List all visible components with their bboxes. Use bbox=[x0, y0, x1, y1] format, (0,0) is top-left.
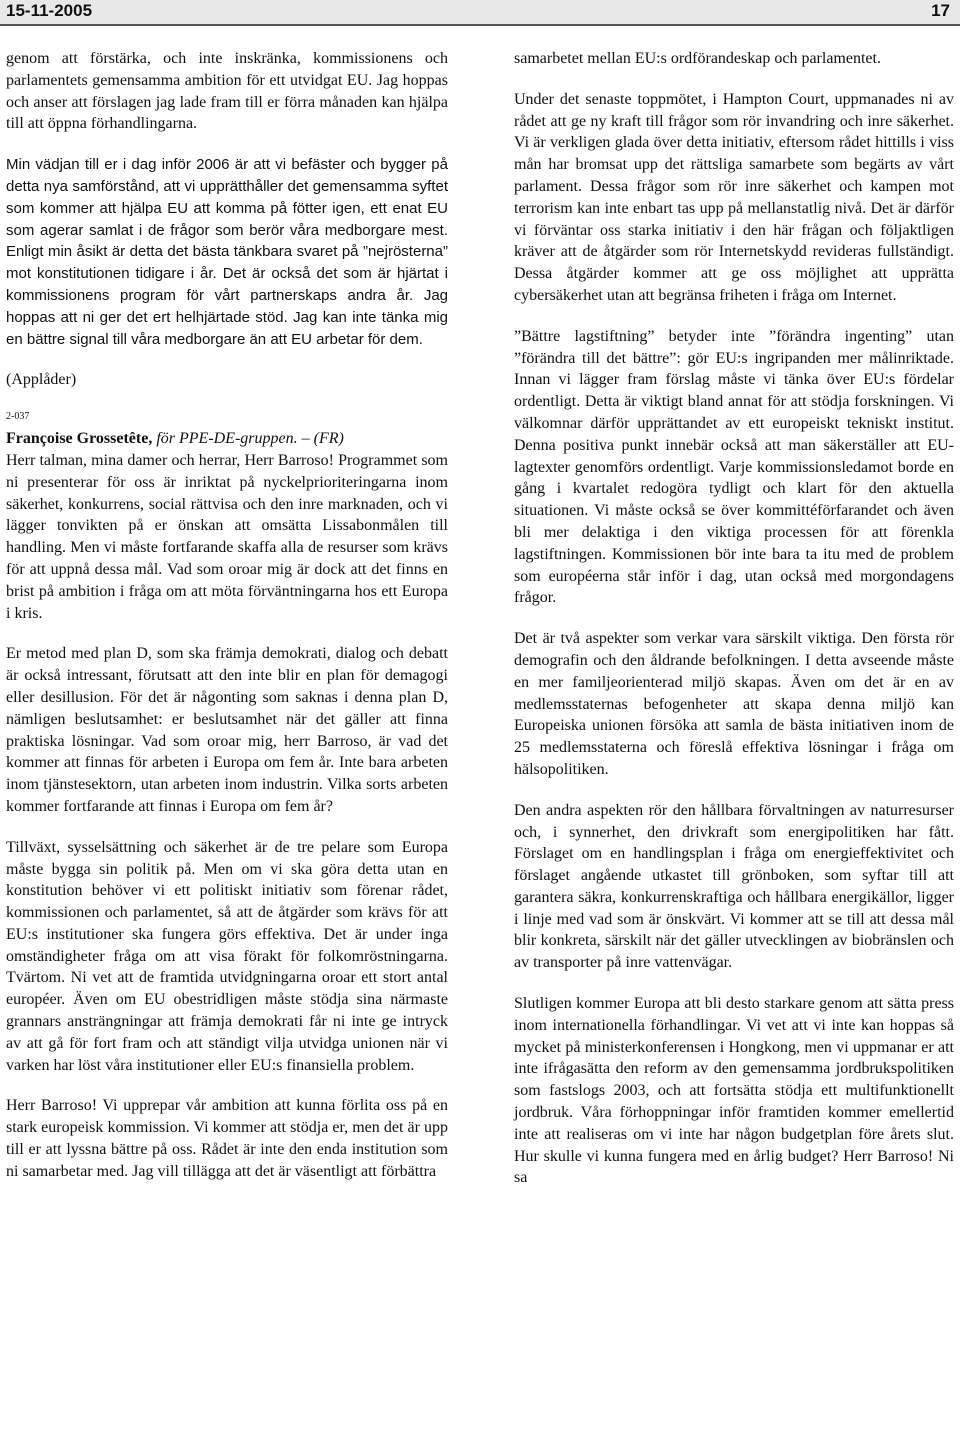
speaker-language: – (FR) bbox=[301, 430, 344, 448]
paragraph: Min vädjan till er i dag inför 2006 är att vi befäster och bygger på detta nya samförstånd, att vi upprätthåller det gemensamma syftet som kommer att hjälpa EU att komma på fötter igen, ett enat EU som agerar samlat i de frågor som berör våra medborgare mest. Enligt min åsikt är detta det bästa tänkbara svaret på ”nejrösterna” mot konstitutionen tidigare i år. Det är också det som är hjärtat i kommissionens program för vårt partnerskaps andra år. Jag hoppas att ni ger det ert helhjärtade stöd. Jag kan inte tänka mig en bättre signal till våra medborgare än att EU arbetar för dem. bbox=[6, 156, 448, 348]
paragraph: samarbetet mellan EU:s ordförandeskap och parlamentet. bbox=[514, 50, 881, 67]
speech-code: 2-037 bbox=[6, 411, 30, 423]
speaker-group: för PPE-DE-gruppen. bbox=[156, 430, 298, 448]
paragraph: genom att förstärka, och inte inskränka, kommissionens och parlamentets gemensamma ambition för ett utvidgat EU. Jag hoppas och anser att förslagen jag lade fram till er förra månaden kan hjälpa till att öppna förhandlingarna. bbox=[6, 50, 448, 133]
speaker-line bbox=[6, 428, 448, 450]
paragraph: ”Bättre lagstiftning” betyder inte ”förändra ingenting” utan ”förändra till det bättre”: gör EU:s ingripanden mer målinriktade. Innan vi lägger fram förslag måste vi tänka över EU:s fördelar ordentligt. Detta är viktigt bland annat för att stödja forskningen. Vi välkomnar därför upprättandet av ett europeiskt tekniskt institut. Denna positiva punkt innebär också att man säkerställer att EU-lagtexter genomförs ordentligt. Varje kommissionsledamot borde en gång i kvartalet redogöra tydligt och klart för den aktuella situationen. Vi måste också se över kommittéförfarandet och även bli mer delaktiga i den viktiga processen för att förenkla lagstiftningen. Kommissionen bör inte bara ta itu med de problem som européerna står inför i dag, utan också med morgondagens frågor. bbox=[514, 327, 954, 607]
left-column bbox=[6, 48, 448, 1202]
paragraph: Under det senaste toppmötet, i Hampton Court, uppmanades ni av rådet att ge ny kraft till frågor som rör invandring och inre säkerhet. Vi är verkligen glada över detta initiativ, eftersom rådet hittills i viss mån har bromsat upp det rättsliga samarbete som begärts av vårt parlament. Dessa frågor som rör inre säkerhet och kampen mot terrorism kan inte enbart tas upp på mellanstatlig nivå. Det är därför vi förväntar oss starka initiativ i den här frågan och följaktligen kräver att de åtgärder som rör Internetskydd revideras fullständigt. Dessa åtgärder kommer att ge oss möjlighet att upprätta cybersäkerhet utan att begränsa friheten i fråga om Internet. bbox=[514, 90, 954, 304]
applause-note: (Applåder) bbox=[6, 371, 77, 389]
paragraph: Er metod med plan D, som ska främja demokrati, dialog och debatt är också intressant, förutsatt att den inte blir en plan för demagogi eller desillusion. För det är någonting som saknas i denna plan D, nämligen beslutsamhet: er beslutsamhet när det gäller att finna praktiska lösningar. Vad som oroar mig, herr Barroso, är vad det kommer att finnas för arbeten i Europa om fem år. Inte bara arbeten inom tjänstesektorn, utan arbeten inom industrin. Vilka sorts arbeten kommer fortfarande att finnas i Europa om fem år? bbox=[6, 645, 448, 815]
paragraph: Herr talman, mina damer och herrar, Herr Barroso! Programmet som ni presenterar för oss är inriktat på nyckelprioriteringarna inom säkerhet, konkurrens, social rättvisa och den inre marknaden, och vi lägger tonvikten på er önskan att omsätta Lissabonmålen till handling. Men vi måste fortfarande skaffa alla de resurser som krävs för att uppnå dessa mål. Vad som oroar mig är dock att det finns en brist på ambition i fråga om att möta förväntningarna hos ett Europa i kris. bbox=[6, 451, 448, 622]
header-date: 15-11-2005 bbox=[6, 1, 93, 20]
paragraph: Den andra aspekten rör den hållbara förvaltningen av naturresurser och, i synnerhet, den drivkraft som energipolitiken har fått. Förslaget om en handlingsplan i fråga om energieffektivitet och förslaget angående utkastet till grönboken, som syftar till att garantera säkra, konkurrenskraftiga och hållbara energikällor, ligger i linje med vad som är önskvärt. Vi kommer att se till att dessa mål blir konkreta, särskilt när det gäller utvecklingen av biobränslen och av transporter på inre vattenvägar. bbox=[514, 801, 954, 972]
page-number: 17 bbox=[931, 1, 950, 20]
paragraph: Det är två aspekter som verkar vara särskilt viktiga. Den första rör demografin och den åldrande befolkningen. I detta avseende måste en mer familjeorienterad miljö skapas. Även om det är en av medlemsstaternas befogenheter att skapa denna miljö kan Europeiska unionen försöka att samla de bästa initiativen inom de 25 medlemsstaterna och föreslå effektiva lösningar i fråga om hälsopolitiken. bbox=[514, 630, 954, 778]
page-header bbox=[0, 0, 960, 26]
paragraph: Tillväxt, sysselsättning och säkerhet är de tre pelare som Europa måste bygga sin politik på. Men om vi ska göra detta utan en konstitution behöver vi ett politiskt initiativ som förenar rådet, kommissionen och parlamentet, så att de åtgärder som krävs för att EU:s institutioner ska fungera görs effektiva. Det är under inga omständigheter fråga om att visa förakt för folkomröstningarna. Tvärtom. Ni vet att de framtida utvidgningarna oroar ett stort antal européer. Även om EU obestridligen måste stödja sina närmaste grannars ansträngningar att främja demokrati får ni inte ge intryck av att gå för fort fram och att ständigt vilja utvidga unionen när vi varken har löst våra institutioner eller EU:s finansiella problem. bbox=[6, 838, 448, 1074]
right-column bbox=[514, 48, 954, 1208]
paragraph: Slutligen kommer Europa att bli desto starkare genom att sätta press inom internationella förhandlingar. Vi vet att vi inte kan hoppas så mycket på ministerkonferensen i Hongkong, men vi uppmanar er att inte ifrågasätta den reform av den gemensamma jordbrukspolitiken som fastslogs 2003, och att fortsätta stödja ett multifunktionellt jordbruk. Våra förhoppningar inför framtiden kommer emellertid inte att realiseras om vi inte har någon budgetplan före årets slut. Hur skulle vi kunna fungera med en årlig budget? Herr Barroso! Ni sa bbox=[514, 995, 954, 1187]
paragraph: Herr Barroso! Vi upprepar vår ambition att kunna förlita oss på en stark europeisk kommission. Vi kommer att stödja er, men det är upp till er att lyssna bättre på oss. Rådet är inte den enda institution som ni samarbetar med. Jag vill tillägga att det är väsentligt att förbättra bbox=[6, 1097, 448, 1180]
speaker-name: Françoise Grossetête, bbox=[6, 430, 153, 448]
